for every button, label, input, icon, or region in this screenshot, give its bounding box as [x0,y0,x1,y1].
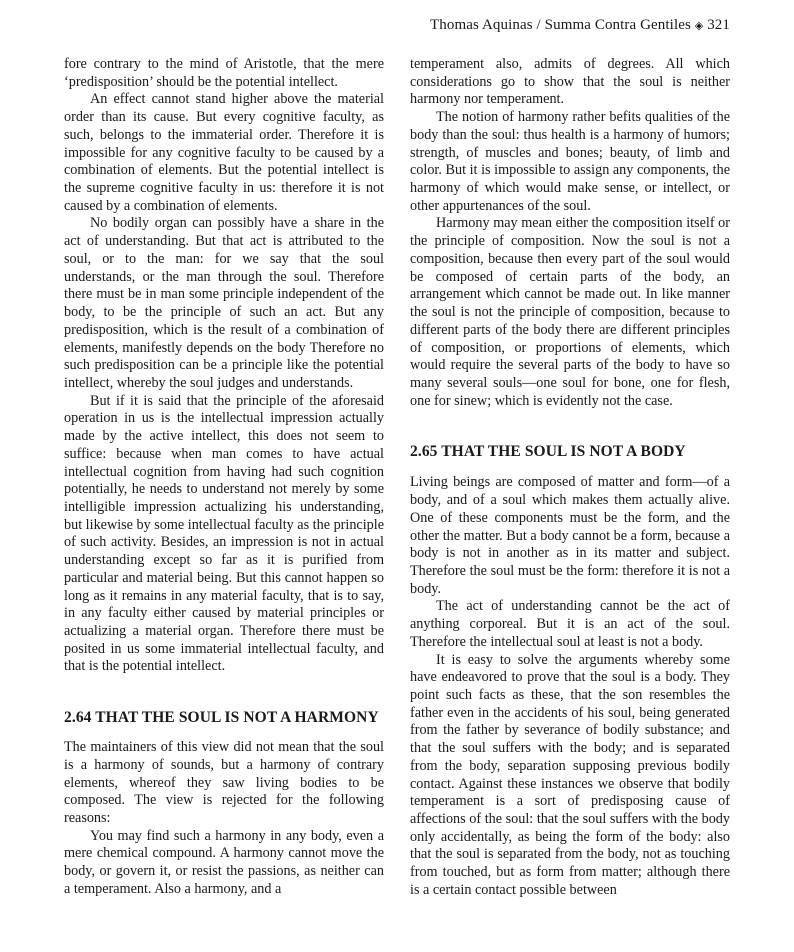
page-number: 321 [707,17,730,33]
section-heading: 2.65 THAT THE SOUL IS NOT A BODY [410,443,686,461]
paragraph: No bodily organ can possibly have a share in the act of understanding. But that act is attributed to the soul, or to the man: for we say that the soul understands, or the man through the soul. Therefore there must be in man some principle independent of the body, to be the principle of such an act. But any predisposition, which is the result of a combination of elements, manifestly depends on the body Therefore no such predisposition can be a principle like the potential intellect, whereby the soul judges and understands. [64,215,384,391]
paragraph: The maintainers of this view did not mean that the soul is a harmony of sounds, but a harmony of contrary elements, whereof they saw living bodies to be composed. The view is rejected for the following reasons: [64,739,384,827]
paragraph: Living beings are composed of matter and form—of a body, and of a soul which makes them actually alive. One of these components must be the form, and the other the matter. But a body cannot be a form, because a body is not in another as in its matter and subject. Therefore the soul must be the form: therefore it is not a body. [410,474,730,597]
paragraph: temperament also, admits of degrees. All which considerations go to show that the soul is neither harmony nor temperament. [410,56,730,108]
section-heading: 2.64 THAT THE SOUL IS NOT A HARMONY [64,709,379,727]
paragraph: Harmony may mean either the composition itself or the principle of composition. Now the soul is not a composition, because then every part of the soul would be composed of certain parts of the body, an arrangement which cannot be made out. In like manner the soul is not the principle of composition, because to different parts of the body there are different principles of composition, or proportions of elements, which would require the several parts of the body to have so many several souls—one soul for bone, one for flesh, one for sinew; which is evidently not the case. [410,215,730,409]
running-head-author: Thomas Aquinas [430,17,533,33]
running-head [430,17,730,34]
diamond-ornament-icon: ◈ [694,19,704,32]
left-column [64,56,384,899]
paragraph: An effect cannot stand higher above the material order than its cause. But every cognitive faculty, as such, belongs to the immaterial order. Therefore it is impossible for any cognitive faculty to be caused by a combination of elements. But the potential intellect is the supreme cognitive faculty in us: therefore it is not caused by a combination of elements. [64,91,384,214]
paragraph: The notion of harmony rather befits qualities of the body than the soul: thus health is a harmony of humors; strength, of muscles and bones; beauty, of limb and color. But it is impossible to assign any components, the harmony of which would make sense, or intellect, or other appurtenances of the soul. [410,109,730,214]
paragraph: It is easy to solve the arguments whereby some have endeavored to prove that the soul is a body. They point such facts as these, that the son resembles the father even in the accidents of his soul, being generated from the father by severance of bodily substance; and that the soul suffers with the body; and is separated from the body, separation supposing previous bodily contact. Against these instances we observe that bodily temperament is a sort of predisposing cause of affections of the soul: that the soul suffers with the body only accidentally, as being the form of the body: also that the soul is separated from the body, not as touching from touched, but as form from matter; although there is a certain contact possible between [410,651,730,898]
right-column [410,56,730,900]
paragraph: But if it is said that the principle of the aforesaid operation in us is the intellectual impression actually made by the active intellect, this does not seem to suffice: because when man comes to have actual intellectual cognition from having had such cognition potentially, he needs to understand not merely by some intelligible impression actualizing his understanding, but likewise by some intellectual faculty as the principle of such activity. Besides, an impression is not in actual understanding except so far as it is purified from particular and material being. But this cannot happen so long as it remains in any material faculty, that is to say, in any faculty either caused by material principles or actualizing a material organ. Therefore there must be posited in us some immaterial intellectual faculty, and that is the potential intellect. [64,392,384,675]
running-head-title: Summa Contra Gentiles [544,17,691,33]
running-head-separator: / [536,17,541,33]
paragraph: The act of understanding cannot be the act of anything corporeal. But it is an act of the soul. Therefore the intellectual soul at least is not a body. [410,598,730,650]
paragraph: You may find such a harmony in any body, even a mere chemical compound. A harmony cannot move the body, or govern it, or resist the passions, as neither can a temperament. Also a harmony, and a [64,827,384,897]
paragraph: fore contrary to the mind of Aristotle, that the mere ‘predisposition’ should be the potential intellect. [64,56,384,90]
